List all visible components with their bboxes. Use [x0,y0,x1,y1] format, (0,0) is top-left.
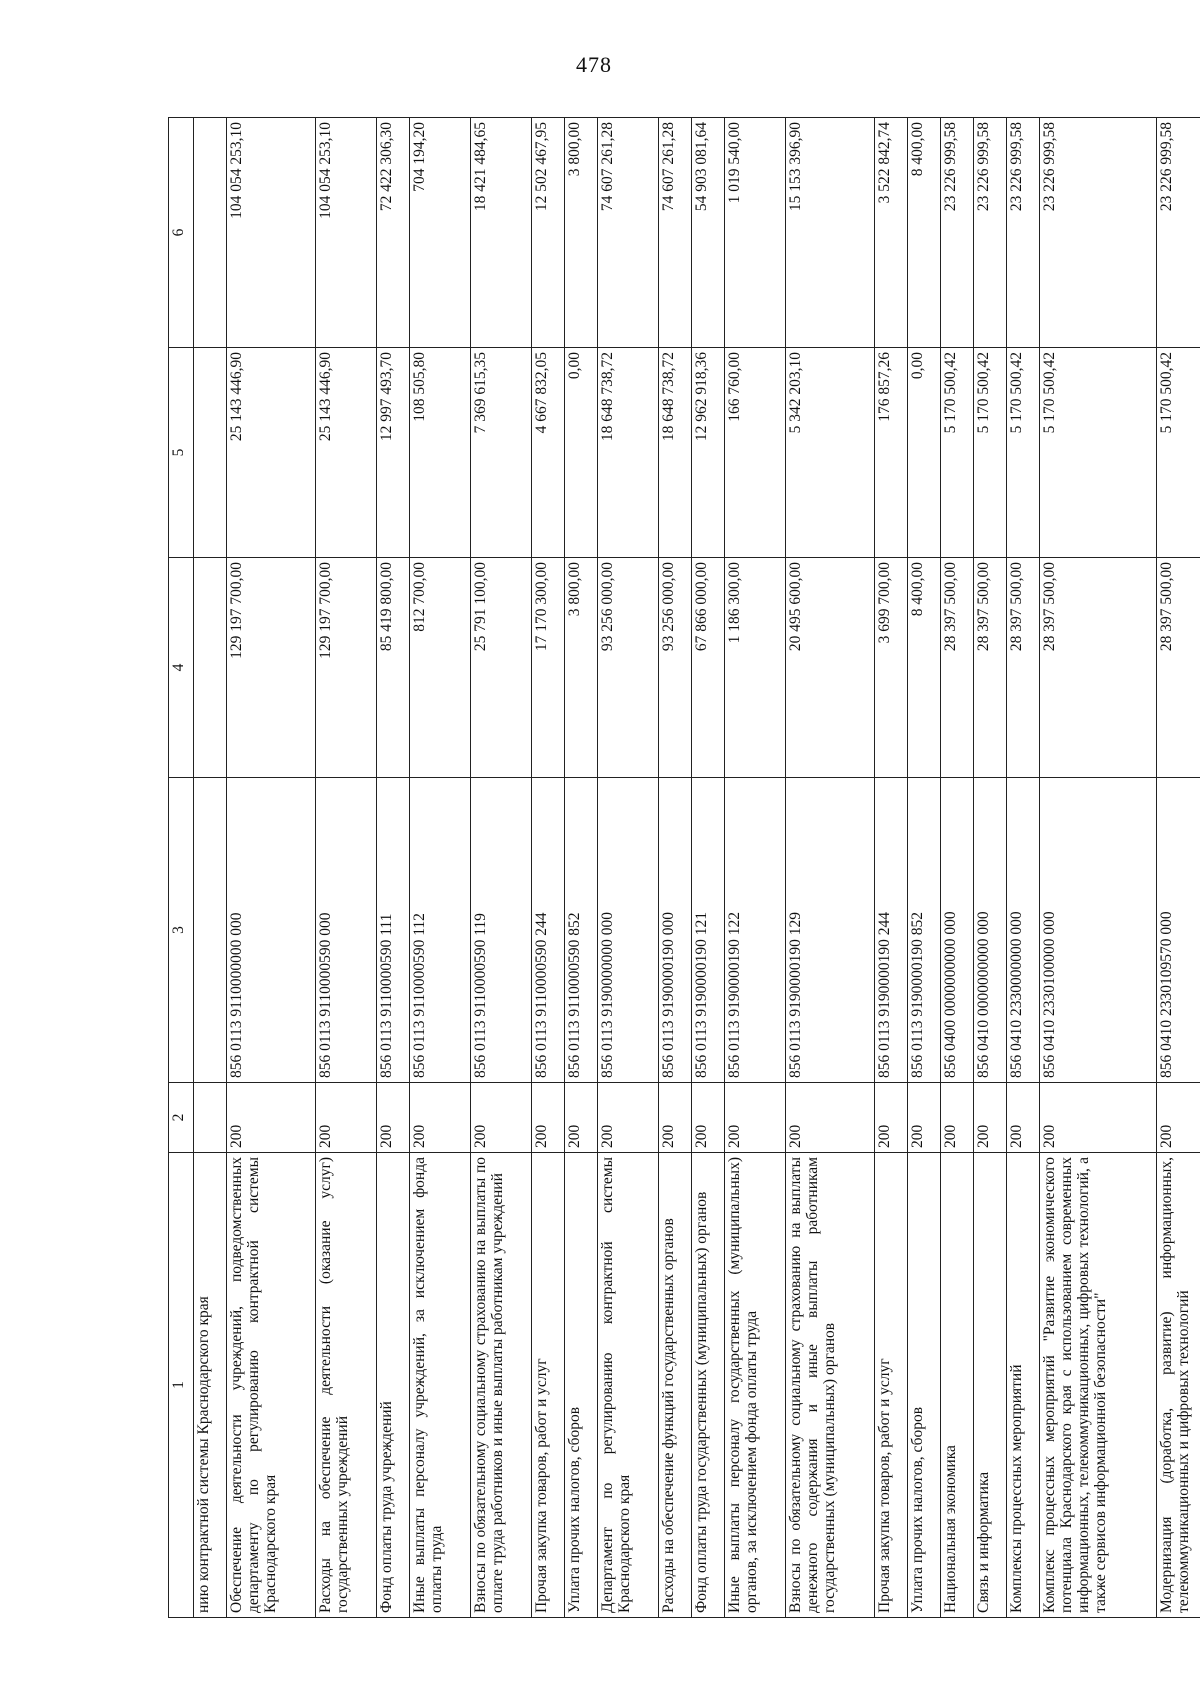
row-name-cell: Фонд оплаты труда учреждений [377,1153,410,1618]
row-col2-cell [194,1083,227,1153]
row-value6-cell: 54 903 081,64 [691,118,724,348]
table-row [940,118,973,1618]
row-value5-cell: 0,00 [564,348,597,558]
row-value5-cell: 166 760,00 [724,348,785,558]
row-value4-cell: 28 397 500,00 [940,558,973,778]
row-value5-cell: 12 997 493,70 [377,348,410,558]
row-value6-cell: 23 226 999,58 [1156,118,1200,348]
row-value4-cell: 129 197 700,00 [226,558,315,778]
row-value5-cell: 108 505,80 [409,348,470,558]
header-cell-6: 6 [169,118,194,348]
row-code-cell: 856 0113 9110000590 852 [564,778,597,1083]
row-col2-cell: 200 [658,1083,691,1153]
row-name-cell: Уплата прочих налогов, сборов [907,1153,940,1618]
row-value4-cell: 93 256 000,00 [597,558,658,778]
row-value6-cell: 104 054 253,10 [226,118,315,348]
row-name-cell: Иные выплаты персоналу учреждений, за исключением фонда оплаты труда [409,1153,470,1618]
row-value5-cell: 4 667 832,05 [531,348,564,558]
row-value6-cell: 3 800,00 [564,118,597,348]
row-value6-cell: 3 522 842,74 [874,118,907,348]
row-col2-cell: 200 [226,1083,315,1153]
row-col2-cell: 200 [724,1083,785,1153]
row-col2-cell: 200 [470,1083,531,1153]
row-col2-cell: 200 [564,1083,597,1153]
row-value6-cell: 704 194,20 [409,118,470,348]
row-code-cell: 856 0410 2330109570 000 [1156,778,1200,1083]
row-code-cell [194,778,227,1083]
row-code-cell: 856 0113 9190000190 121 [691,778,724,1083]
table-row [470,118,531,1618]
row-col2-cell: 200 [907,1083,940,1153]
row-col2-cell: 200 [409,1083,470,1153]
row-value5-cell: 25 143 446,90 [226,348,315,558]
row-value4-cell: 3 699 700,00 [874,558,907,778]
row-name-cell: Национальная экономика [940,1153,973,1618]
row-col2-cell: 200 [785,1083,874,1153]
row-code-cell: 856 0113 9110000590 000 [316,778,377,1083]
row-value4-cell: 67 866 000,00 [691,558,724,778]
row-value4-cell: 28 397 500,00 [1006,558,1039,778]
row-name-cell: Прочая закупка товаров, работ и услуг [874,1153,907,1618]
row-col2-cell: 200 [940,1083,973,1153]
row-value6-cell: 23 226 999,58 [1039,118,1156,348]
row-value6-cell: 15 153 396,90 [785,118,874,348]
row-name-cell: Фонд оплаты труда государственных (муниципальных) органов [691,1153,724,1618]
row-value4-cell: 28 397 500,00 [1039,558,1156,778]
row-value4-cell: 28 397 500,00 [973,558,1006,778]
row-col2-cell: 200 [377,1083,410,1153]
row-code-cell: 856 0113 9110000000 000 [226,778,315,1083]
row-code-cell: 856 0410 2330000000 000 [1006,778,1039,1083]
row-value5-cell: 25 143 446,90 [316,348,377,558]
row-value4-cell: 3 800,00 [564,558,597,778]
row-code-cell: 856 0113 9190000190 244 [874,778,907,1083]
row-value4-cell: 1 186 300,00 [724,558,785,778]
row-code-cell: 856 0113 9190000000 000 [597,778,658,1083]
row-name-cell: Расходы на обеспечение деятельности (оказание услуг) государственных учреждений [316,1153,377,1618]
row-name-cell: нию контрактной системы Краснодарского края [194,1153,227,1618]
row-col2-cell: 200 [1006,1083,1039,1153]
row-name-cell: Комплексы процессных мероприятий [1006,1153,1039,1618]
table-row [531,118,564,1618]
row-value4-cell [194,558,227,778]
row-value5-cell: 5 342 203,10 [785,348,874,558]
row-name-cell: Расходы на обеспечение функций государственных органов [658,1153,691,1618]
row-name-cell: Взносы по обязательному социальному страхованию на выплаты денежного содержания и иные выплаты работникам государственных (муниципальных) органов [785,1153,874,1618]
table-row [724,118,785,1618]
row-value6-cell: 72 422 306,30 [377,118,410,348]
row-value6-cell: 23 226 999,58 [973,118,1006,348]
header-cell-2: 2 [169,1083,194,1153]
row-value4-cell: 25 791 100,00 [470,558,531,778]
table-row [1156,118,1200,1618]
row-value6-cell: 12 502 467,95 [531,118,564,348]
row-value5-cell: 5 170 500,42 [1039,348,1156,558]
row-value6-cell: 23 226 999,58 [940,118,973,348]
header-cell-5: 5 [169,348,194,558]
header-cell-1: 1 [169,1153,194,1618]
row-value5-cell [194,348,227,558]
row-value4-cell: 17 170 300,00 [531,558,564,778]
row-value4-cell: 28 397 500,00 [1156,558,1200,778]
table-row [691,118,724,1618]
row-code-cell: 856 0113 9190000190 852 [907,778,940,1083]
row-code-cell: 856 0400 0000000000 000 [940,778,973,1083]
row-code-cell: 856 0410 0000000000 000 [973,778,1006,1083]
table-row [316,118,377,1618]
row-code-cell: 856 0113 9110000590 111 [377,778,410,1083]
row-value5-cell: 18 648 738,72 [658,348,691,558]
row-code-cell: 856 0113 9190000190 000 [658,778,691,1083]
table-row [597,118,658,1618]
row-name-cell: Связь и информатика [973,1153,1006,1618]
row-value6-cell: 74 607 261,28 [658,118,691,348]
row-value4-cell: 20 495 600,00 [785,558,874,778]
row-value5-cell: 5 170 500,42 [1156,348,1200,558]
row-col2-cell: 200 [973,1083,1006,1153]
row-code-cell: 856 0113 9190000190 129 [785,778,874,1083]
table-row [1039,118,1156,1618]
row-value5-cell: 7 369 615,35 [470,348,531,558]
row-value5-cell: 0,00 [907,348,940,558]
row-name-cell: Взносы по обязательному социальному страхованию на выплаты по оплате труда работников и иные выплаты работникам учреждений [470,1153,531,1618]
row-name-cell: Уплата прочих налогов, сборов [564,1153,597,1618]
page-number: 478 [576,52,612,77]
header-cell-4: 4 [169,558,194,778]
header-row [169,118,194,1618]
table-row [194,118,227,1618]
row-value5-cell: 18 648 738,72 [597,348,658,558]
row-col2-cell: 200 [1039,1083,1156,1153]
row-code-cell: 856 0113 9190000190 122 [724,778,785,1083]
table-row [564,118,597,1618]
row-name-cell: Модернизация (доработка, развитие) информационных, телекоммуникационных и цифровых технологий [1156,1153,1200,1618]
row-value5-cell: 12 962 918,36 [691,348,724,558]
row-value6-cell [194,118,227,348]
row-value4-cell: 8 400,00 [907,558,940,778]
table-row [409,118,470,1618]
row-col2-cell: 200 [691,1083,724,1153]
table-row [1006,118,1039,1618]
row-value6-cell: 23 226 999,58 [1006,118,1039,348]
header-cell-3: 3 [169,778,194,1083]
row-code-cell: 856 0113 9110000590 119 [470,778,531,1083]
row-value6-cell: 104 054 253,10 [316,118,377,348]
table-row [226,118,315,1618]
budget-table-rotated [168,118,1200,1618]
table-body [194,118,1200,1618]
table-row [973,118,1006,1618]
row-value6-cell: 74 607 261,28 [597,118,658,348]
row-value4-cell: 93 256 000,00 [658,558,691,778]
table-row [658,118,691,1618]
row-col2-cell: 200 [316,1083,377,1153]
row-code-cell: 856 0113 9110000590 112 [409,778,470,1083]
row-value5-cell: 5 170 500,42 [940,348,973,558]
row-name-cell: Обеспечение деятельности учреждений, подведомственных департаменту по регулированию контрактной системы Краснодарского края [226,1153,315,1618]
row-value5-cell: 5 170 500,42 [973,348,1006,558]
row-col2-cell: 200 [597,1083,658,1153]
table-row [785,118,874,1618]
row-name-cell: Прочая закупка товаров, работ и услуг [531,1153,564,1618]
row-value6-cell: 18 421 484,65 [470,118,531,348]
row-value5-cell: 5 170 500,42 [1006,348,1039,558]
table-row [377,118,410,1618]
budget-table [168,117,1200,1618]
table-row [907,118,940,1618]
row-name-cell: Иные выплаты персоналу государственных (муниципальных) органов, за исключением фонда оплаты труда [724,1153,785,1618]
row-code-cell: 856 0113 9110000590 244 [531,778,564,1083]
row-value4-cell: 812 700,00 [409,558,470,778]
row-name-cell: Департамент по регулированию контрактной системы Краснодарского края [597,1153,658,1618]
row-col2-cell: 200 [874,1083,907,1153]
row-value5-cell: 176 857,26 [874,348,907,558]
row-value6-cell: 8 400,00 [907,118,940,348]
table-row [874,118,907,1618]
row-value4-cell: 129 197 700,00 [316,558,377,778]
row-col2-cell: 200 [531,1083,564,1153]
row-code-cell: 856 0410 2330100000 000 [1039,778,1156,1083]
row-value6-cell: 1 019 540,00 [724,118,785,348]
row-col2-cell: 200 [1156,1083,1200,1153]
row-value4-cell: 85 419 800,00 [377,558,410,778]
row-name-cell: Комплекс процессных мероприятий "Развитие экономического потенциала Краснодарского края с использованием современных информационных, телекоммуникационных, цифровых технологий, а также сервисов информационной безопасности" [1039,1153,1156,1618]
